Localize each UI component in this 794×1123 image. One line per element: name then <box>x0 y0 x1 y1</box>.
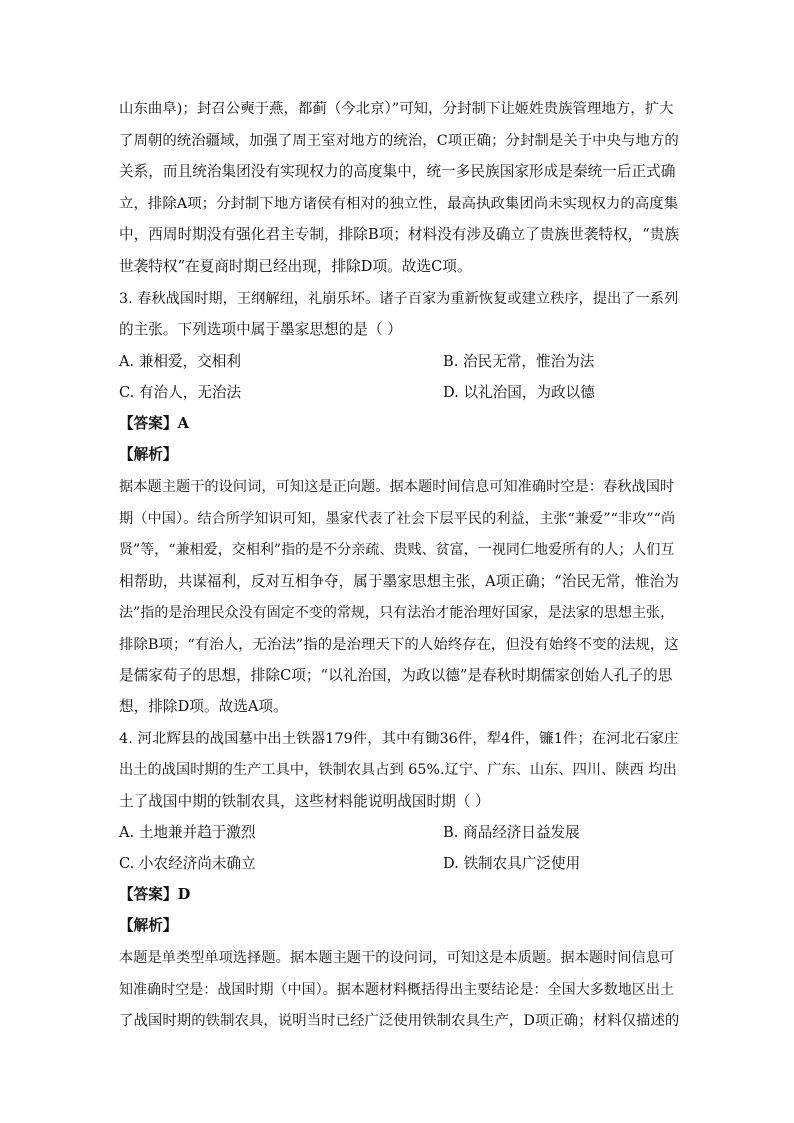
question-3-option-d: D. 以礼治国，为政以德 <box>443 384 595 401</box>
question-3-option-a: A. 兼相爱，交相利 <box>119 353 241 370</box>
question-4-analysis-line: 知准确时空是：战国时期（中国）。据本题材料概括得出主要结论是：全国大多数地区出土 <box>119 982 674 998</box>
question-4-stem: 出土的战国时期的生产工具中，铁制农具占到 65%.辽宁、广东、山东、四川、陕西 均出 <box>119 762 677 778</box>
question-3-analysis-line: 是儒家荀子的思想，排除C项；“以礼治国，为政以德”是春秋时期儒家创始人孔子的思 <box>119 667 673 684</box>
question-4-option-c: C. 小农经济尚未确立 <box>119 855 256 872</box>
paragraph-line: 了周朝的统治疆域，加强了周王室对地方的统治，C项正确；分封制是关于中央与地方的 <box>119 133 679 149</box>
paragraph-line: 世袭特权”在夏商时期已经出现，排除D项。故选C项。 <box>119 258 472 275</box>
question-3-analysis-line: 据本题主题干的设问词，可知这是正向题。据本题时间信息可知准确时空是：春秋战国时 <box>119 479 675 495</box>
question-3-analysis-line: 法”指的是治理民众没有固定不变的常规，只有法治才能治理好国家，是法家的思想主张， <box>119 605 675 621</box>
question-4-stem: 土了战国中期的铁制农具，这些材料能说明战国时期（ ） <box>119 793 490 810</box>
paragraph-line: 山东曲阜)；封召公奭于燕，都蓟（今北京）”可知，分封制下让姬姓贵族管理地方，扩大 <box>119 101 674 117</box>
question-3-analysis-line: 排除B项；“有治人，无治法”指的是治理天下的人始终存在，但没有始终不变的法规，这 <box>119 637 679 653</box>
question-3-option-b: B. 治民无常，惟治为法 <box>443 353 595 370</box>
question-3-analysis-line: 相帮助，共谋福利，反对互相争夺，属于墨家思想主张，A项正确；“治民无常，惟治为 <box>119 573 679 590</box>
question-3-analysis-heading: 【解析】 <box>119 446 178 463</box>
question-4-stem: 4. 河北辉县的战国墓中出土铁器179件，其中有锄36件，犁4件，镰1件；在河北石家庄 <box>119 731 679 747</box>
question-3-analysis-line: 想，排除D项。故选A项。 <box>119 698 288 715</box>
question-4-analysis-line: 了战国时期的铁制农具，说明当时已经广泛使用铁制农具生产，D项正确；材料仅描述的 <box>119 1013 680 1029</box>
question-4-option-d: D. 铁制农具广泛使用 <box>443 855 581 872</box>
paragraph-line: 中，西周时期没有强化君主专制，排除B项；材料没有涉及确立了贵族世袭特权，“贵族 <box>119 226 680 243</box>
question-4-option-a: A. 土地兼并趋于激烈 <box>119 824 256 841</box>
question-4-answer: 【答案】D <box>119 886 191 903</box>
question-4-analysis-heading: 【解析】 <box>119 917 178 934</box>
question-4-option-b: B. 商品经济日益发展 <box>443 824 580 841</box>
question-3-stem: 的主张。下列选项中属于墨家思想的是（ ） <box>119 321 402 338</box>
question-3-stem: 3. 春秋战国时期，王纲解纽，礼崩乐坏。诸子百家为重新恢复或建立秩序，提出了一系列 <box>119 291 679 307</box>
question-3-option-c: C. 有治人，无治法 <box>119 384 242 401</box>
question-3-analysis-line: 贤”等，“兼相爱，交相利”指的是不分亲疏、贵贱、贫富，一视同仁地爱所有的人；人们互 <box>119 542 675 558</box>
question-3-answer: 【答案】A <box>119 415 189 432</box>
paragraph-line: 关系，而且统治集团没有实现权力的高度集中，统一多民族国家形成是秦统一后正式确 <box>119 163 676 180</box>
question-4-analysis-line: 本题是单类型单项选择题。据本题主题干的设问词，可知这是本质题。据本题时间信息可 <box>119 950 675 966</box>
question-3-analysis-line: 期（中国）。结合所学知识可知，墨家代表了社会下层平民的利益，主张“兼爱”“非攻”“尚 <box>119 511 676 527</box>
paragraph-line: 立，排除A项；分封制下地方诸侯有相对的独立性，最高执政集团尚未实现权力的高度集 <box>119 196 679 212</box>
